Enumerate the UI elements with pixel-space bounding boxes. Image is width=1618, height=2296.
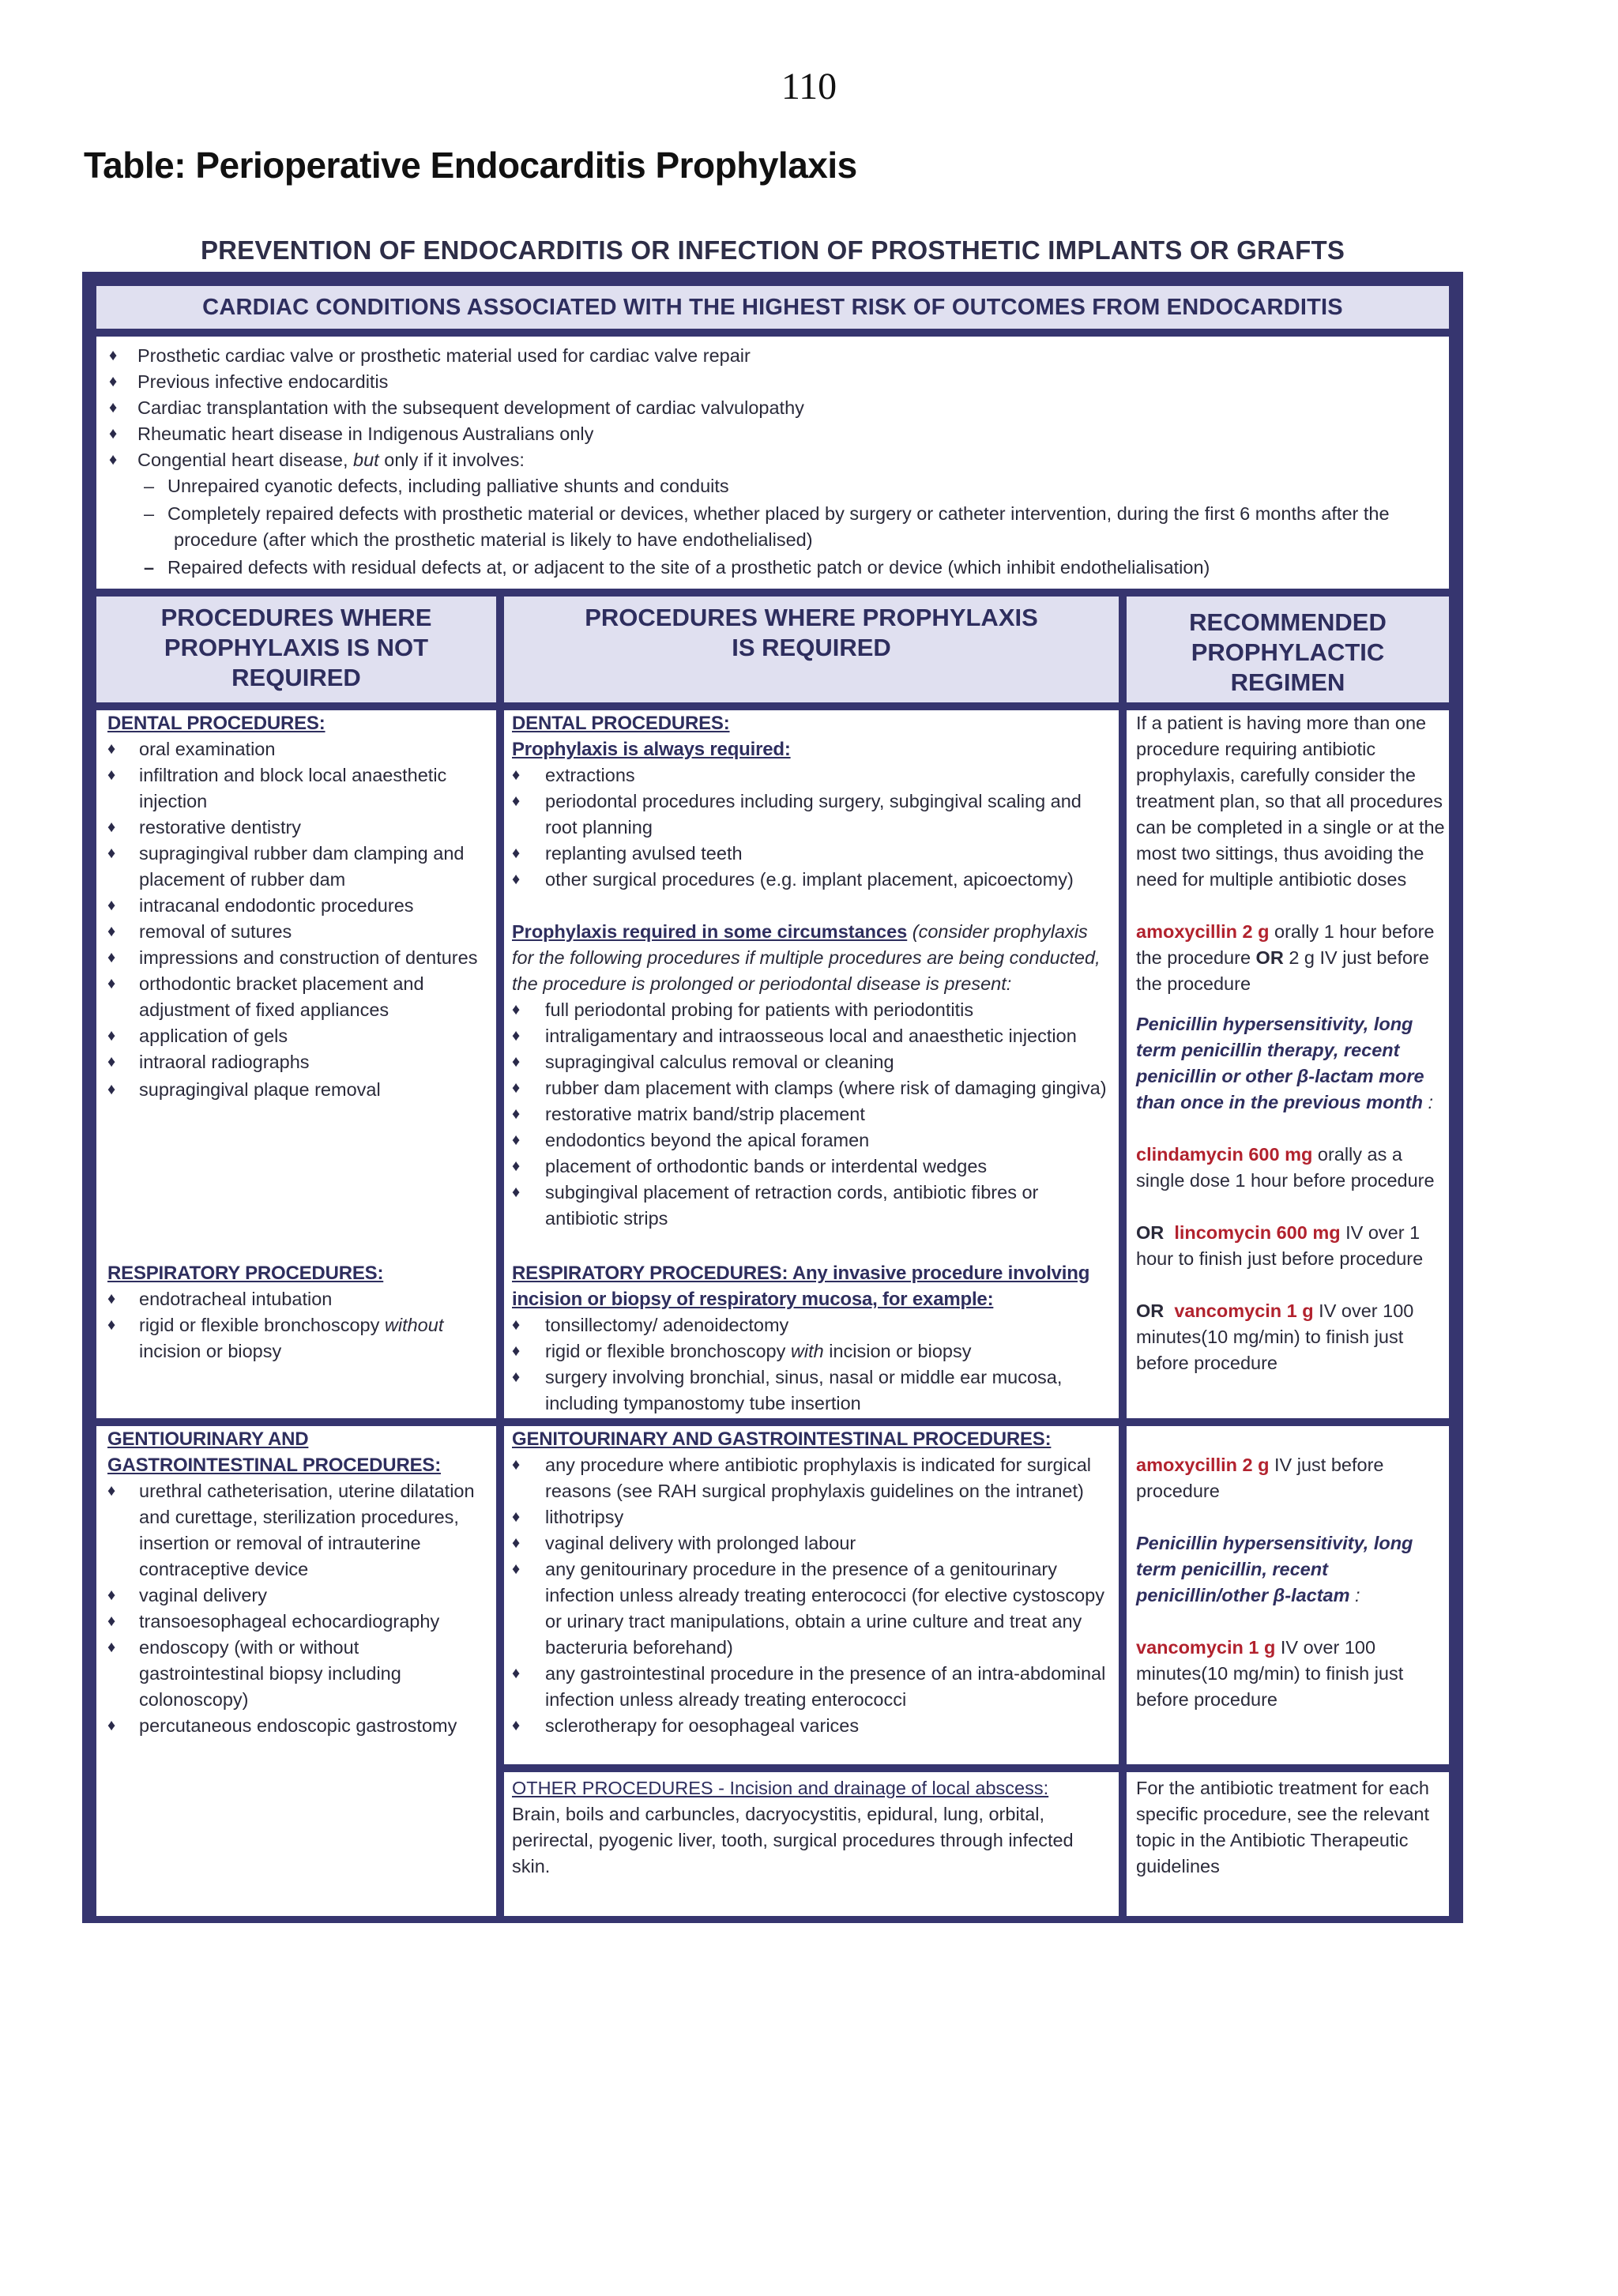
list-item-continued: placement of rubber dam	[139, 869, 346, 890]
bullet-icon: ♦	[107, 1290, 116, 1308]
list-item: endodontics beyond the apical foramen	[545, 1130, 870, 1150]
regimen-text: specific procedure, see the relevant	[1136, 1804, 1429, 1824]
bullet-icon: ♦	[512, 1368, 521, 1386]
list-item: endoscopy (with or without	[139, 1637, 359, 1658]
regimen-text: the procedure OR 2 g IV just before	[1136, 947, 1429, 968]
list-item: impressions and construction of dentures	[139, 947, 478, 968]
section-heading: RESPIRATORY PROCEDURES:	[107, 1263, 384, 1284]
bullet-icon: ♦	[107, 1482, 116, 1500]
bullet-icon: ♦	[107, 1639, 116, 1656]
list-item-continued: insertion or removal of intrauterine	[139, 1533, 421, 1553]
subsection-note: for the following procedures if multiple procedures are being conducted,	[512, 947, 1101, 968]
header-not-required: PROCEDURES WHERE PROPHYLAXIS IS NOT REQUIRED	[96, 597, 496, 702]
list-item: infiltration and block local anaesthetic	[139, 765, 447, 785]
list-item-continued: antibiotic strips	[545, 1208, 668, 1229]
list-item: supragingival plaque removal	[139, 1079, 381, 1100]
list-item: vaginal delivery with prolonged labour	[545, 1533, 856, 1553]
table-title: PREVENTION OF ENDOCARDITIS OR INFECTION OF PROSTHETIC IMPLANTS OR GRAFTS	[200, 235, 1345, 265]
regimen-text: procedure	[1136, 1481, 1220, 1501]
list-item: application of gels	[139, 1026, 288, 1046]
list-item: intraligamentary and intraosseous local and anaesthetic injection	[545, 1026, 1077, 1046]
bullet-icon: ♦	[512, 1534, 521, 1552]
other-procedures-text: Brain, boils and carbuncles, dacryocystitis, epidural, lung, orbital,	[512, 1804, 1045, 1824]
required-genitourinary	[504, 1426, 1119, 1764]
section-heading-continued: incision or biopsy of respiratory mucosa, for example:	[512, 1289, 994, 1310]
bullet-icon: ♦	[107, 1053, 116, 1071]
regimen-text: before procedure	[1136, 1689, 1277, 1710]
bullet-icon: ♦	[512, 1342, 521, 1360]
list-item: percutaneous endoscopic gastrostomy	[139, 1715, 457, 1736]
prophylaxis-table	[82, 272, 1463, 1923]
list-item-continued: or urinary tract manipulations, obtain a urine culture and treat any	[545, 1611, 1082, 1632]
bullet-icon: ♦	[512, 1456, 521, 1474]
list-item: oral examination	[139, 739, 276, 759]
list-item: sclerotherapy for oesophageal varices	[545, 1715, 860, 1736]
list-item: removal of sutures	[139, 921, 292, 942]
list-item: intracanal endodontic procedures	[139, 895, 414, 916]
regimen-genitourinary	[1127, 1426, 1449, 1764]
regimen-text: need for multiple antibiotic doses	[1136, 869, 1407, 890]
bullet-icon: ♦	[512, 1131, 521, 1149]
list-item: rigid or flexible bronchoscopy with incision or biopsy	[545, 1341, 972, 1361]
list-item-continued: root planning	[545, 817, 653, 837]
bullet-icon: ♦	[512, 1508, 521, 1526]
regimen-hypersensitivity-note: than once in the previous month :	[1136, 1092, 1434, 1112]
regimen-text: topic in the Antibiotic Therapeutic	[1136, 1830, 1409, 1850]
regimen-text: For the antibiotic treatment for each	[1136, 1778, 1429, 1798]
list-item: extractions	[545, 765, 635, 785]
regimen-vancomycin: OR vancomycin 1 g IV over 100	[1136, 1300, 1414, 1321]
condition-item: Prosthetic cardiac valve or prosthetic material used for cardiac valve repair	[137, 345, 751, 366]
list-item: rubber dam placement with clamps (where risk of damaging gingiva)	[545, 1078, 1107, 1098]
bullet-icon: ♦	[107, 766, 116, 784]
list-item: periodontal procedures including surgery, subgingival scaling and	[545, 791, 1082, 811]
bullet-icon: ♦	[107, 1081, 116, 1098]
regimen-hypersensitivity-note: penicillin or other β-lactam more	[1136, 1066, 1424, 1086]
bullet-icon: ♦	[109, 451, 118, 469]
bullet-icon: ♦	[512, 1184, 521, 1201]
bullet-icon: ♦	[107, 949, 116, 966]
list-item: subgingival placement of retraction cords, antibiotic fibres or	[545, 1182, 1039, 1203]
regimen-text: minutes(10 mg/min) to finish just	[1136, 1663, 1404, 1684]
section-heading: OTHER PROCEDURES - Incision and drainage of local abscess:	[512, 1778, 1049, 1798]
not-required-genitourinary	[96, 1426, 496, 1916]
regimen-text: prophylaxis, carefully consider the	[1136, 765, 1416, 785]
dash-icon: –	[144, 503, 155, 524]
regimen-amoxycillin: amoxycillin 2 g orally 1 hour before	[1136, 921, 1435, 942]
other-procedures-text: skin.	[512, 1856, 551, 1876]
regimen-text: If a patient is having more than one	[1136, 713, 1427, 733]
list-item: orthodontic bracket placement and	[139, 973, 424, 994]
list-item: placement of orthodontic bands or interdental wedges	[545, 1156, 988, 1176]
bullet-icon: ♦	[107, 1613, 116, 1630]
section-heading: GENTIOURINARY AND	[107, 1428, 309, 1450]
bullet-icon: ♦	[107, 1586, 116, 1604]
section-heading: DENTAL PROCEDURES:	[107, 713, 325, 734]
subsection-note: the procedure is prolonged or periodontal disease is present:	[512, 973, 1012, 994]
list-item-continued: contraceptive device	[139, 1559, 309, 1579]
list-item-continued: injection	[139, 791, 208, 811]
list-item: restorative dentistry	[139, 817, 302, 837]
bullet-icon: ♦	[109, 347, 118, 364]
regimen-clindamycin: clindamycin 600 mg orally as a	[1136, 1144, 1402, 1165]
bullet-icon: ♦	[107, 975, 116, 992]
bullet-icon: ♦	[512, 792, 521, 810]
regimen-text: most two sittings, thus avoiding the	[1136, 843, 1424, 864]
bullet-icon: ♦	[512, 1053, 521, 1071]
bullet-icon: ♦	[512, 1717, 521, 1734]
regimen-hypersensitivity-note: penicillin/other β-lactam :	[1136, 1585, 1360, 1605]
regimen-hypersensitivity-note: term penicillin therapy, recent	[1136, 1040, 1400, 1060]
bullet-icon: ♦	[512, 1316, 521, 1334]
bullet-icon: ♦	[107, 897, 116, 914]
regimen-lincomycin: OR lincomycin 600 mg IV over 1	[1136, 1222, 1420, 1243]
list-item-continued: colonoscopy)	[139, 1689, 249, 1710]
regimen-dental-respiratory	[1127, 710, 1449, 1418]
bullet-icon: ♦	[512, 1157, 521, 1175]
bullet-icon: ♦	[512, 1105, 521, 1123]
list-item: other surgical procedures (e.g. implant placement, apicoectomy)	[545, 869, 1074, 890]
bullet-icon: ♦	[512, 1560, 521, 1578]
section-heading-continued: GASTROINTESTINAL PROCEDURES:	[107, 1455, 441, 1476]
subsection-heading: Prophylaxis is always required:	[512, 739, 791, 760]
list-item: lithotripsy	[545, 1507, 624, 1527]
bullet-icon: ♦	[109, 373, 118, 390]
bullet-icon: ♦	[107, 1717, 116, 1734]
regimen-hypersensitivity-note: Penicillin hypersensitivity, long	[1136, 1014, 1413, 1034]
dash-icon: –	[144, 476, 155, 496]
section-heading: GENITOURINARY AND GASTROINTESTINAL PROCEDURES:	[512, 1428, 1052, 1450]
list-item: replanting avulsed teeth	[545, 843, 743, 864]
bullet-icon: ♦	[109, 399, 118, 416]
other-procedures-text: perirectal, pyogenic liver, tooth, surgical procedures through infected	[512, 1830, 1074, 1850]
bullet-icon: ♦	[107, 1027, 116, 1044]
list-item: any genitourinary procedure in the presence of a genitourinary	[545, 1559, 1057, 1579]
section-heading: RESPIRATORY PROCEDURES: Any invasive procedure involving	[512, 1263, 1090, 1284]
list-item: supragingival calculus removal or cleaning	[545, 1052, 894, 1072]
condition-subitem-continued: procedure (after which the prosthetic material is likely to have endothelialised)	[174, 529, 813, 550]
not-required-dental-respiratory	[96, 710, 496, 1418]
bullet-icon: ♦	[512, 1665, 521, 1682]
list-item-continued: gastrointestinal biopsy including	[139, 1663, 401, 1684]
list-item-continued: infection unless already treating enterococci (for elective cystoscopy	[545, 1585, 1104, 1605]
condition-subitem: Completely repaired defects with prosthetic material or devices, whether placed by surgery or catheter intervention, during the first 6 months after the	[167, 503, 1390, 524]
cardiac-conditions-list	[96, 337, 1449, 589]
bullet-icon: ♦	[107, 819, 116, 836]
regimen-text: single dose 1 hour before procedure	[1136, 1170, 1435, 1191]
page-number: 110	[781, 66, 837, 107]
subsection-heading: Prophylaxis required in some circumstances (consider prophylaxis	[512, 921, 1088, 942]
condition-item-congenital: Congential heart disease, but only if it involves:	[137, 450, 525, 470]
regimen-hypersensitivity-note: term penicillin, recent	[1136, 1559, 1328, 1579]
header-regimen: RECOMMENDED PROPHYLACTIC REGIMEN	[1127, 597, 1449, 702]
regimen-hypersensitivity-note: Penicillin hypersensitivity, long	[1136, 1533, 1413, 1553]
bullet-icon: ♦	[512, 1079, 521, 1097]
condition-subitem: Repaired defects with residual defects at, or adjacent to the site of a prosthetic patch or device (which inhibit endothelialisation)	[167, 557, 1210, 578]
list-item-continued: infection unless already treating enterococci	[545, 1689, 907, 1710]
section-heading: DENTAL PROCEDURES:	[512, 713, 730, 734]
bullet-icon: ♦	[512, 871, 521, 888]
condition-item: Previous infective endocarditis	[137, 371, 389, 392]
list-item: endotracheal intubation	[139, 1289, 333, 1309]
list-item: rigid or flexible bronchoscopy without	[139, 1315, 444, 1335]
bullet-icon: ♦	[107, 845, 116, 862]
dash-icon: –	[144, 557, 155, 578]
regimen-other-procedures	[1127, 1772, 1449, 1916]
cardiac-conditions-banner: CARDIAC CONDITIONS ASSOCIATED WITH THE HIGHEST RISK OF OUTCOMES FROM ENDOCARDITIS	[96, 286, 1449, 329]
list-item: restorative matrix band/strip placement	[545, 1104, 865, 1124]
document-title: Table: Perioperative Endocarditis Prophylaxis	[84, 145, 857, 186]
list-item-continued: bacteruria beforehand)	[545, 1637, 733, 1658]
list-item-continued: incision or biopsy	[139, 1341, 282, 1361]
list-item: full periodontal probing for patients with periodontitis	[545, 999, 974, 1020]
list-item-continued: including tympanostomy tube insertion	[545, 1393, 861, 1413]
list-item-continued: adjustment of fixed appliances	[139, 999, 389, 1020]
list-item: supragingival rubber dam clamping and	[139, 843, 465, 864]
header-required: PROCEDURES WHERE PROPHYLAXIS IS REQUIRED	[504, 597, 1119, 702]
list-item: any procedure where antibiotic prophylaxis is indicated for surgical	[545, 1455, 1092, 1475]
condition-item: Rheumatic heart disease in Indigenous Australians only	[137, 423, 594, 444]
list-item: intraoral radiographs	[139, 1052, 310, 1072]
regimen-text: before procedure	[1136, 1353, 1277, 1373]
condition-item: Cardiac transplantation with the subsequent development of cardiac valvulopathy	[137, 397, 804, 418]
regimen-text: hour to finish just before procedure	[1136, 1248, 1424, 1269]
bullet-icon: ♦	[512, 845, 521, 862]
condition-subitem: Unrepaired cyanotic defects, including palliative shunts and conduits	[167, 476, 729, 496]
required-dental-respiratory	[504, 710, 1119, 1418]
bullet-icon: ♦	[107, 923, 116, 940]
regimen-text: procedure requiring antibiotic	[1136, 739, 1376, 759]
bullet-icon: ♦	[512, 1001, 521, 1018]
bullet-icon: ♦	[107, 1316, 116, 1334]
required-other-procedures	[504, 1772, 1119, 1916]
list-item: surgery involving bronchial, sinus, nasal or middle ear mucosa,	[545, 1367, 1063, 1387]
regimen-text: guidelines	[1136, 1856, 1220, 1876]
list-item: transoesophageal echocardiography	[139, 1611, 440, 1632]
list-item: any gastrointestinal procedure in the presence of an intra-abdominal	[545, 1663, 1106, 1684]
regimen-text: the procedure	[1136, 973, 1251, 994]
bullet-icon: ♦	[107, 740, 116, 758]
regimen-text: can be completed in a single or at the	[1136, 817, 1445, 837]
list-item: urethral catheterisation, uterine dilatation	[139, 1481, 475, 1501]
list-item: vaginal delivery	[139, 1585, 267, 1605]
list-item-continued: reasons (see RAH surgical prophylaxis guidelines on the intranet)	[545, 1481, 1084, 1501]
bullet-icon: ♦	[109, 425, 118, 442]
regimen-vancomycin: vancomycin 1 g IV over 100	[1136, 1637, 1376, 1658]
list-item: tonsillectomy/ adenoidectomy	[545, 1315, 789, 1335]
regimen-text: treatment plan, so that all procedures	[1136, 791, 1443, 811]
bullet-icon: ♦	[512, 766, 521, 784]
regimen-text: minutes(10 mg/min) to finish just	[1136, 1327, 1404, 1347]
regimen-amoxycillin: amoxycillin 2 g IV just before	[1136, 1455, 1384, 1475]
list-item-continued: and curettage, sterilization procedures,	[139, 1507, 459, 1527]
bullet-icon: ♦	[512, 1027, 521, 1044]
